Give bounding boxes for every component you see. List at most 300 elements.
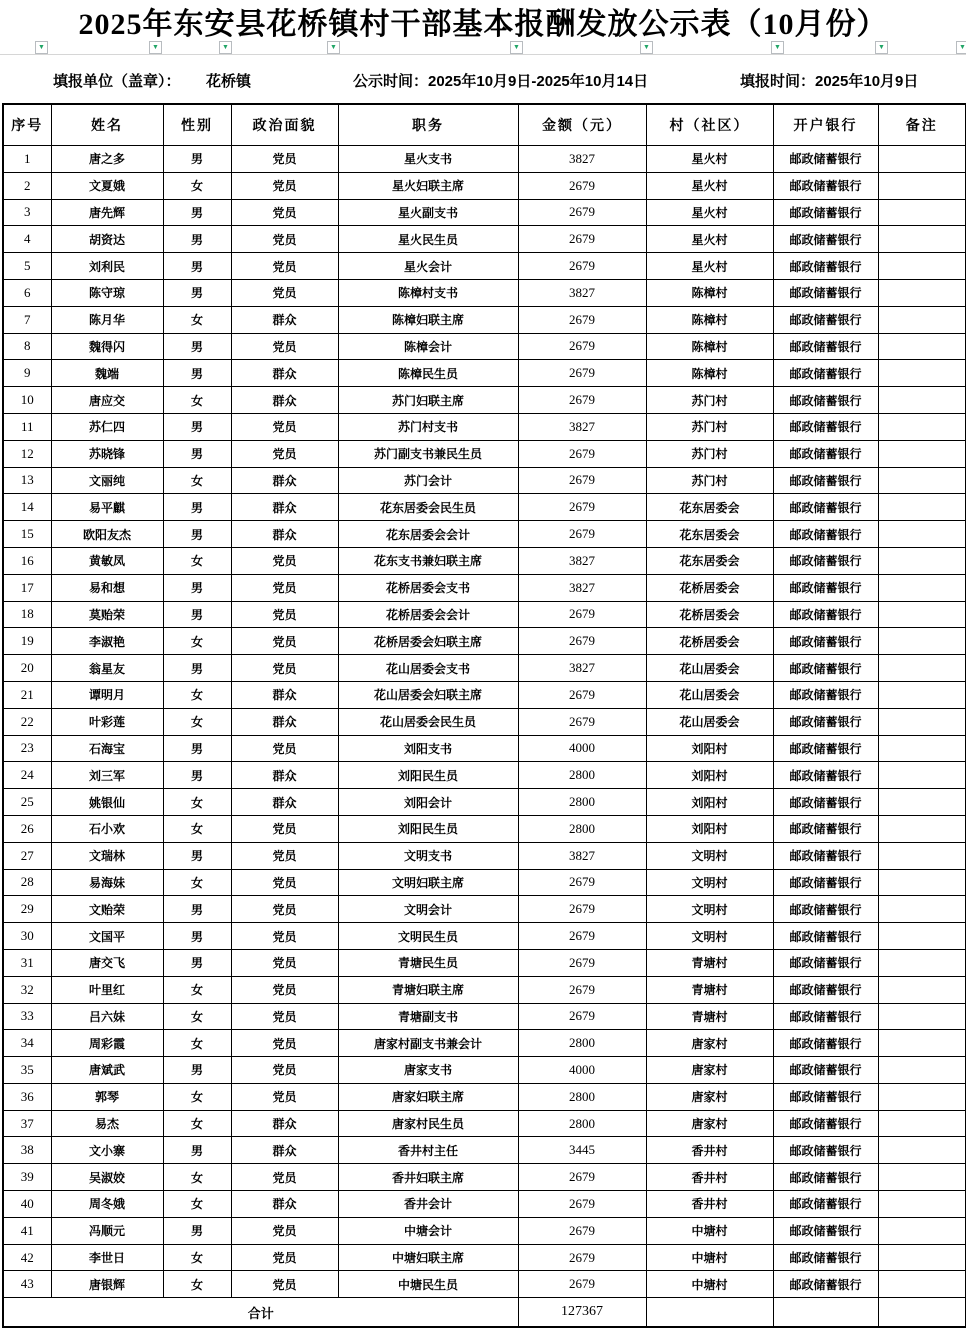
- gender-cell: 女: [163, 1083, 231, 1110]
- position-cell: 刘阳支书: [338, 735, 518, 762]
- gender-cell: 女: [163, 306, 231, 333]
- bank-cell: 邮政储蓄银行: [773, 1030, 878, 1057]
- amount-cell: 3827: [518, 547, 646, 574]
- row-index: 2: [3, 172, 51, 199]
- amount-cell: 2679: [518, 306, 646, 333]
- village-cell: 花东居委会: [646, 494, 773, 521]
- position-cell: 花山居委会妇联主席: [338, 681, 518, 708]
- row-index: 30: [3, 923, 51, 950]
- filter-dropdown-icon[interactable]: ▼: [219, 41, 232, 54]
- row-index: 43: [3, 1271, 51, 1298]
- position-cell: 花东居委会会计: [338, 521, 518, 548]
- column-header-6: 村（社区）: [646, 104, 773, 146]
- remark-cell: [878, 896, 966, 923]
- position-cell: 香井妇联主席: [338, 1164, 518, 1191]
- village-cell: 文明村: [646, 869, 773, 896]
- remark-cell: [878, 923, 966, 950]
- amount-cell: 2679: [518, 628, 646, 655]
- table-row: [3, 279, 966, 306]
- row-index: 20: [3, 655, 51, 682]
- bank-cell: 邮政储蓄银行: [773, 735, 878, 762]
- position-cell: 星火民生员: [338, 226, 518, 253]
- remark-cell: [878, 1003, 966, 1030]
- politics-cell: 党员: [231, 655, 338, 682]
- remark-cell: [878, 1083, 966, 1110]
- position-cell: 星火会计: [338, 253, 518, 280]
- table-row: [3, 708, 966, 735]
- row-index: 32: [3, 976, 51, 1003]
- remark-cell: [878, 735, 966, 762]
- village-cell: 青塘村: [646, 1003, 773, 1030]
- row-index: 37: [3, 1110, 51, 1137]
- gender-cell: 女: [163, 467, 231, 494]
- position-cell: 青塘副支书: [338, 1003, 518, 1030]
- amount-cell: 2679: [518, 1164, 646, 1191]
- amount-cell: 3827: [518, 146, 646, 173]
- name-cell: 莫贻荣: [51, 601, 163, 628]
- remark-cell: [878, 869, 966, 896]
- table-row: [3, 976, 966, 1003]
- gender-cell: 女: [163, 869, 231, 896]
- amount-cell: 2679: [518, 360, 646, 387]
- name-cell: 周彩霞: [51, 1030, 163, 1057]
- bank-cell: 邮政储蓄银行: [773, 1164, 878, 1191]
- amount-cell: 2679: [518, 949, 646, 976]
- politics-cell: 群众: [231, 387, 338, 414]
- column-header-4: 职务: [338, 104, 518, 146]
- table-row: [3, 896, 966, 923]
- total-row: [3, 1298, 966, 1328]
- position-cell: 花桥居委会妇联主席: [338, 628, 518, 655]
- village-cell: 刘阳村: [646, 815, 773, 842]
- row-index: 10: [3, 387, 51, 414]
- remark-cell: [878, 842, 966, 869]
- amount-cell: 3827: [518, 842, 646, 869]
- position-cell: 刘阳民生员: [338, 762, 518, 789]
- remark-cell: [878, 413, 966, 440]
- amount-cell: 2679: [518, 601, 646, 628]
- amount-cell: 3827: [518, 279, 646, 306]
- remark-cell: [878, 360, 966, 387]
- remark-cell: [878, 762, 966, 789]
- table-row: [3, 199, 966, 226]
- gender-cell: 女: [163, 172, 231, 199]
- row-index: 28: [3, 869, 51, 896]
- bank-cell: 邮政储蓄银行: [773, 279, 878, 306]
- village-cell: 苏门村: [646, 387, 773, 414]
- position-cell: 苏门副支书兼民生员: [338, 440, 518, 467]
- remark-cell: [878, 172, 966, 199]
- row-index: 35: [3, 1057, 51, 1084]
- amount-cell: 2679: [518, 896, 646, 923]
- column-header-8: 备注: [878, 104, 966, 146]
- table-row: [3, 762, 966, 789]
- politics-cell: 党员: [231, 1244, 338, 1271]
- row-index: 23: [3, 735, 51, 762]
- name-cell: 黄敏凤: [51, 547, 163, 574]
- row-index: 7: [3, 306, 51, 333]
- amount-cell: 2800: [518, 815, 646, 842]
- name-cell: 魏端: [51, 360, 163, 387]
- politics-cell: 党员: [231, 547, 338, 574]
- position-cell: 花东支书兼妇联主席: [338, 547, 518, 574]
- table-row: [3, 253, 966, 280]
- table-row: [3, 521, 966, 548]
- amount-cell: 2679: [518, 1191, 646, 1218]
- table-row: [3, 574, 966, 601]
- name-cell: 石小欢: [51, 815, 163, 842]
- amount-cell: 2679: [518, 1217, 646, 1244]
- table-row: [3, 1191, 966, 1218]
- remark-cell: [878, 601, 966, 628]
- publicity-time: 公示时间：2025年10月9日-2025年10月14日: [353, 73, 649, 90]
- name-cell: 刘三军: [51, 762, 163, 789]
- bank-cell: 邮政储蓄银行: [773, 681, 878, 708]
- village-cell: 香井村: [646, 1137, 773, 1164]
- village-cell: 唐家村: [646, 1030, 773, 1057]
- politics-cell: 党员: [231, 1271, 338, 1298]
- remark-cell: [878, 199, 966, 226]
- table-row: [3, 360, 966, 387]
- politics-cell: 党员: [231, 172, 338, 199]
- position-cell: 苏门妇联主席: [338, 387, 518, 414]
- village-cell: 花山居委会: [646, 708, 773, 735]
- row-index: 25: [3, 789, 51, 816]
- row-index: 13: [3, 467, 51, 494]
- position-cell: 文明妇联主席: [338, 869, 518, 896]
- village-cell: 苏门村: [646, 467, 773, 494]
- gender-cell: 男: [163, 735, 231, 762]
- row-index: 29: [3, 896, 51, 923]
- gender-cell: 女: [163, 789, 231, 816]
- remark-cell: [878, 1271, 966, 1298]
- remark-cell: [878, 1110, 966, 1137]
- remark-cell: [878, 789, 966, 816]
- name-cell: 冯顺元: [51, 1217, 163, 1244]
- politics-cell: 党员: [231, 1057, 338, 1084]
- column-header-3: 政治面貌: [231, 104, 338, 146]
- politics-cell: 群众: [231, 306, 338, 333]
- page-title: 2025年东安县花桥镇村干部基本报酬发放公示表（10月份）: [78, 8, 888, 41]
- name-cell: 文贻荣: [51, 896, 163, 923]
- bank-cell: 邮政储蓄银行: [773, 896, 878, 923]
- table-row: [3, 601, 966, 628]
- village-cell: 花东居委会: [646, 521, 773, 548]
- remark-cell: [878, 1057, 966, 1084]
- name-cell: 唐银辉: [51, 1271, 163, 1298]
- name-cell: 唐斌武: [51, 1057, 163, 1084]
- remark-cell: [878, 253, 966, 280]
- amount-cell: 2679: [518, 226, 646, 253]
- filter-dropdown-icon[interactable]: ▼: [956, 41, 966, 54]
- gender-cell: 男: [163, 762, 231, 789]
- village-cell: 花山居委会: [646, 681, 773, 708]
- table-row: [3, 1083, 966, 1110]
- village-cell: 星火村: [646, 253, 773, 280]
- village-cell: 唐家村: [646, 1057, 773, 1084]
- row-index: 6: [3, 279, 51, 306]
- remark-cell: [878, 574, 966, 601]
- village-cell: 花东居委会: [646, 547, 773, 574]
- table-row: [3, 1003, 966, 1030]
- politics-cell: 党员: [231, 976, 338, 1003]
- name-cell: 姚银仙: [51, 789, 163, 816]
- name-cell: 叶彩莲: [51, 708, 163, 735]
- bank-cell: 邮政储蓄银行: [773, 601, 878, 628]
- name-cell: 吕六妹: [51, 1003, 163, 1030]
- village-cell: 花桥居委会: [646, 601, 773, 628]
- filter-dropdown-icon[interactable]: ▼: [149, 41, 162, 54]
- remark-cell: [878, 333, 966, 360]
- table-row: [3, 172, 966, 199]
- column-header-1: 姓名: [51, 104, 163, 146]
- amount-cell: 2679: [518, 199, 646, 226]
- village-cell: 唐家村: [646, 1083, 773, 1110]
- amount-cell: 2679: [518, 494, 646, 521]
- politics-cell: 群众: [231, 1110, 338, 1137]
- politics-cell: 党员: [231, 1217, 338, 1244]
- gender-cell: 男: [163, 333, 231, 360]
- table-row: [3, 923, 966, 950]
- name-cell: 唐之多: [51, 146, 163, 173]
- position-cell: 陈樟会计: [338, 333, 518, 360]
- bank-cell: 邮政储蓄银行: [773, 1083, 878, 1110]
- name-cell: 文国平: [51, 923, 163, 950]
- column-header-7: 开户银行: [773, 104, 878, 146]
- amount-cell: 2679: [518, 923, 646, 950]
- remark-cell: [878, 1191, 966, 1218]
- politics-cell: 群众: [231, 1137, 338, 1164]
- amount-cell: 2679: [518, 1003, 646, 1030]
- row-index: 31: [3, 949, 51, 976]
- bank-cell: 邮政储蓄银行: [773, 333, 878, 360]
- filter-dropdown-icon[interactable]: ▼: [640, 41, 653, 54]
- salary-table: [2, 103, 966, 1328]
- bank-cell: 邮政储蓄银行: [773, 467, 878, 494]
- gender-cell: 女: [163, 1164, 231, 1191]
- name-cell: 苏仁四: [51, 413, 163, 440]
- village-cell: 香井村: [646, 1164, 773, 1191]
- total-amount: 127367: [518, 1298, 646, 1328]
- name-cell: 李世日: [51, 1244, 163, 1271]
- village-cell: 星火村: [646, 172, 773, 199]
- amount-cell: 3827: [518, 413, 646, 440]
- table-row: [3, 735, 966, 762]
- row-index: 26: [3, 815, 51, 842]
- table-row: [3, 1030, 966, 1057]
- gender-cell: 男: [163, 1057, 231, 1084]
- bank-cell: 邮政储蓄银行: [773, 1137, 878, 1164]
- filter-dropdown-icon[interactable]: ▼: [875, 41, 888, 54]
- bank-cell: 邮政储蓄银行: [773, 253, 878, 280]
- bank-cell: 邮政储蓄银行: [773, 842, 878, 869]
- bank-cell: 邮政储蓄银行: [773, 172, 878, 199]
- position-cell: 青塘民生员: [338, 949, 518, 976]
- politics-cell: 群众: [231, 762, 338, 789]
- table-row: [3, 333, 966, 360]
- position-cell: 花山居委会民生员: [338, 708, 518, 735]
- amount-cell: 2679: [518, 333, 646, 360]
- amount-cell: 2679: [518, 1271, 646, 1298]
- politics-cell: 党员: [231, 226, 338, 253]
- bank-cell: 邮政储蓄银行: [773, 949, 878, 976]
- table-row: [3, 1271, 966, 1298]
- table-row: [3, 306, 966, 333]
- village-cell: 文明村: [646, 923, 773, 950]
- amount-cell: 2679: [518, 708, 646, 735]
- row-index: 24: [3, 762, 51, 789]
- filter-dropdown-icon[interactable]: ▼: [35, 41, 48, 54]
- politics-cell: 党员: [231, 333, 338, 360]
- remark-cell: [878, 387, 966, 414]
- politics-cell: 党员: [231, 896, 338, 923]
- name-cell: 文丽纯: [51, 467, 163, 494]
- politics-cell: 党员: [231, 735, 338, 762]
- politics-cell: 党员: [231, 413, 338, 440]
- filter-dropdown-icon[interactable]: ▼: [510, 41, 523, 54]
- column-header-0: 序号: [3, 104, 51, 146]
- table-row: [3, 1137, 966, 1164]
- bank-cell: 邮政储蓄银行: [773, 869, 878, 896]
- row-index: 14: [3, 494, 51, 521]
- bank-cell: 邮政储蓄银行: [773, 387, 878, 414]
- name-cell: 翁星友: [51, 655, 163, 682]
- row-index: 4: [3, 226, 51, 253]
- position-cell: 刘阳会计: [338, 789, 518, 816]
- position-cell: 唐家妇联主席: [338, 1083, 518, 1110]
- table-row: [3, 467, 966, 494]
- politics-cell: 群众: [231, 789, 338, 816]
- politics-cell: 党员: [231, 1003, 338, 1030]
- column-header-5: 金额（元）: [518, 104, 646, 146]
- amount-cell: 4000: [518, 1057, 646, 1084]
- bank-cell: 邮政储蓄银行: [773, 199, 878, 226]
- bank-cell: 邮政储蓄银行: [773, 1271, 878, 1298]
- bank-cell: 邮政储蓄银行: [773, 1003, 878, 1030]
- politics-cell: 党员: [231, 601, 338, 628]
- table-row: [3, 494, 966, 521]
- amount-cell: 2800: [518, 1083, 646, 1110]
- gridline: [0, 54, 966, 55]
- village-cell: 苏门村: [646, 413, 773, 440]
- amount-cell: 2679: [518, 253, 646, 280]
- info-row: [0, 56, 966, 100]
- remark-cell: [878, 1217, 966, 1244]
- village-cell: 中塘村: [646, 1271, 773, 1298]
- bank-cell: 邮政储蓄银行: [773, 628, 878, 655]
- village-cell: 花桥居委会: [646, 628, 773, 655]
- name-cell: 吴淑姣: [51, 1164, 163, 1191]
- name-cell: 胡资达: [51, 226, 163, 253]
- amount-cell: 2679: [518, 172, 646, 199]
- village-cell: 中塘村: [646, 1217, 773, 1244]
- politics-cell: 党员: [231, 923, 338, 950]
- bank-cell: 邮政储蓄银行: [773, 1110, 878, 1137]
- name-cell: 陈月华: [51, 306, 163, 333]
- amount-cell: 2800: [518, 789, 646, 816]
- row-index: 15: [3, 521, 51, 548]
- position-cell: 陈樟民生员: [338, 360, 518, 387]
- filter-dropdown-icon[interactable]: ▼: [771, 41, 784, 54]
- gender-cell: 男: [163, 1137, 231, 1164]
- gender-cell: 男: [163, 842, 231, 869]
- remark-cell: [878, 815, 966, 842]
- remark-cell: [878, 494, 966, 521]
- amount-cell: 2679: [518, 976, 646, 1003]
- row-index: 19: [3, 628, 51, 655]
- position-cell: 香井村主任: [338, 1137, 518, 1164]
- gender-cell: 男: [163, 360, 231, 387]
- bank-cell: 邮政储蓄银行: [773, 762, 878, 789]
- gender-cell: 男: [163, 896, 231, 923]
- filter-dropdown-icon[interactable]: ▼: [327, 41, 340, 54]
- name-cell: 石海宝: [51, 735, 163, 762]
- village-cell: 陈樟村: [646, 360, 773, 387]
- bank-cell: 邮政储蓄银行: [773, 521, 878, 548]
- remark-cell: [878, 306, 966, 333]
- row-index: 11: [3, 413, 51, 440]
- row-index: 21: [3, 681, 51, 708]
- name-cell: 叶里红: [51, 976, 163, 1003]
- amount-cell: 3445: [518, 1137, 646, 1164]
- fill-time: 填报时间：2025年10月9日: [740, 73, 919, 90]
- politics-cell: 党员: [231, 949, 338, 976]
- remark-cell: [878, 547, 966, 574]
- gender-cell: 女: [163, 1110, 231, 1137]
- name-cell: 文夏娥: [51, 172, 163, 199]
- row-index: 1: [3, 146, 51, 173]
- row-index: 33: [3, 1003, 51, 1030]
- name-cell: 谭明月: [51, 681, 163, 708]
- name-cell: 唐交飞: [51, 949, 163, 976]
- amount-cell: 2800: [518, 1110, 646, 1137]
- position-cell: 苏门村支书: [338, 413, 518, 440]
- remark-cell: [878, 949, 966, 976]
- position-cell: 文明支书: [338, 842, 518, 869]
- village-cell: 陈樟村: [646, 333, 773, 360]
- village-cell: 星火村: [646, 199, 773, 226]
- position-cell: 花桥居委会支书: [338, 574, 518, 601]
- politics-cell: 群众: [231, 1191, 338, 1218]
- village-cell: 刘阳村: [646, 735, 773, 762]
- name-cell: 郭琴: [51, 1083, 163, 1110]
- bank-cell: 邮政储蓄银行: [773, 976, 878, 1003]
- politics-cell: 群众: [231, 360, 338, 387]
- table-row: [3, 869, 966, 896]
- village-cell: 花桥居委会: [646, 574, 773, 601]
- remark-cell: [878, 976, 966, 1003]
- bank-cell: 邮政储蓄银行: [773, 494, 878, 521]
- village-cell: 花山居委会: [646, 655, 773, 682]
- row-index: 36: [3, 1083, 51, 1110]
- gender-cell: 女: [163, 815, 231, 842]
- name-cell: 文小寨: [51, 1137, 163, 1164]
- village-cell: 文明村: [646, 842, 773, 869]
- report-unit-value: 花桥镇: [206, 73, 252, 90]
- gender-cell: 女: [163, 1030, 231, 1057]
- bank-cell: 邮政储蓄银行: [773, 815, 878, 842]
- total-empty-cell: [878, 1298, 966, 1328]
- name-cell: 欧阳友杰: [51, 521, 163, 548]
- amount-cell: 2800: [518, 762, 646, 789]
- position-cell: 青塘妇联主席: [338, 976, 518, 1003]
- gender-cell: 女: [163, 1271, 231, 1298]
- village-cell: 苏门村: [646, 440, 773, 467]
- row-index: 27: [3, 842, 51, 869]
- name-cell: 易平麒: [51, 494, 163, 521]
- table-header-row: [3, 104, 966, 146]
- amount-cell: 3827: [518, 655, 646, 682]
